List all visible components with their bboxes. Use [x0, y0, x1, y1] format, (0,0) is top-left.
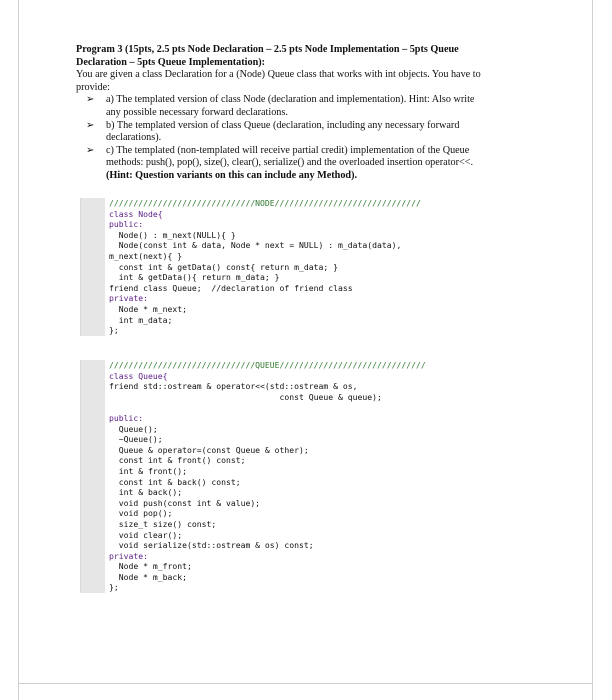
- code-line: private:: [109, 293, 148, 304]
- page-right-border: [592, 0, 593, 700]
- arrow-bullet-icon: ➢: [86, 119, 95, 131]
- code-line: [81, 402, 461, 413]
- code-line: Node * m_back;: [109, 571, 187, 582]
- code-line: Node * m_next;: [109, 303, 187, 314]
- requirement-list: [76, 94, 536, 182]
- code-line: const int & front() const;: [109, 455, 246, 466]
- code-line: const int & back() const;: [109, 476, 241, 487]
- code-line: };: [109, 582, 119, 593]
- arrow-bullet-icon: ➢: [86, 94, 95, 106]
- code-line: //////////////////////////////NODE//////////////////////////////: [109, 198, 421, 208]
- code-line: Node() : m_next(NULL){ }: [109, 229, 236, 240]
- code-line: Node * m_front;: [109, 561, 192, 572]
- code-line: };: [109, 325, 119, 336]
- code-line: m_next(next){ }: [109, 250, 183, 261]
- code-line: void pop();: [109, 508, 173, 519]
- code-line: int m_data;: [109, 314, 173, 325]
- node-code-block: [80, 198, 461, 336]
- requirement-item-c: ➢ c) The templated (non-templated will receive partial credit) implementation of the Queue methods: push(), pop(), size(), clear(), serialize() and the overloaded insertion operator<<. (Hint: Question variants on this can include any Method).: [86, 144, 474, 181]
- code-line: int & back();: [109, 487, 183, 498]
- requirement-item-b: ➢ b) The templated version of class Queue (declaration, including any necessary forward declarations).: [86, 119, 460, 144]
- code-line: int & getData(){ return m_data; }: [109, 272, 280, 283]
- code-line: public:: [109, 219, 144, 230]
- code-line: private:: [109, 550, 148, 561]
- assignment-text: [76, 44, 536, 183]
- code-line: public:: [109, 412, 144, 423]
- page-left-border: [18, 0, 19, 700]
- code-line: friend std::ostream & operator<<(std::ostream & os,: [109, 381, 358, 392]
- queue-code-block: [80, 360, 461, 593]
- intro-paragraph: You are given a class Declaration for a (Node) Queue class that works with int objects. You have to provide:: [76, 69, 481, 93]
- code-line: //////////////////////////////QUEUE//////////////////////////////: [109, 360, 426, 370]
- code-line: void clear();: [109, 529, 183, 540]
- arrow-bullet-icon: ➢: [86, 144, 95, 156]
- requirement-item-a: ➢ a) The templated version of class Node (declaration and implementation). Hint: Also write any possible necessary forward declarations.: [86, 94, 475, 118]
- code-line: int & front();: [109, 465, 187, 476]
- code-line: class Queue{: [109, 370, 168, 381]
- code-line: Queue & operator=(const Queue & other);: [109, 444, 309, 455]
- code-line: class Node{: [109, 208, 163, 219]
- program-title: Program 3 (15pts, 2.5 pts Node Declaration – 2.5 pts Node Implementation – 5pts Queue Declaration – 5pts Queue Implementation):: [76, 44, 459, 68]
- code-line: friend class Queue; //declaration of friend class: [109, 282, 353, 293]
- code-line: Queue();: [109, 423, 158, 434]
- code-line: Node(const int & data, Node * next = NULL) : m_data(data),: [109, 240, 402, 251]
- code-line: size_t size() const;: [109, 518, 217, 529]
- code-line: ~Queue();: [109, 434, 163, 445]
- page-bottom-border: [18, 683, 593, 684]
- code-line: const int & getData() const{ return m_data; }: [109, 261, 339, 272]
- code-line: const Queue & queue);: [109, 391, 382, 402]
- code-line: void push(const int & value);: [109, 497, 261, 508]
- code-line: void serialize(std::ostream & os) const;: [109, 540, 314, 551]
